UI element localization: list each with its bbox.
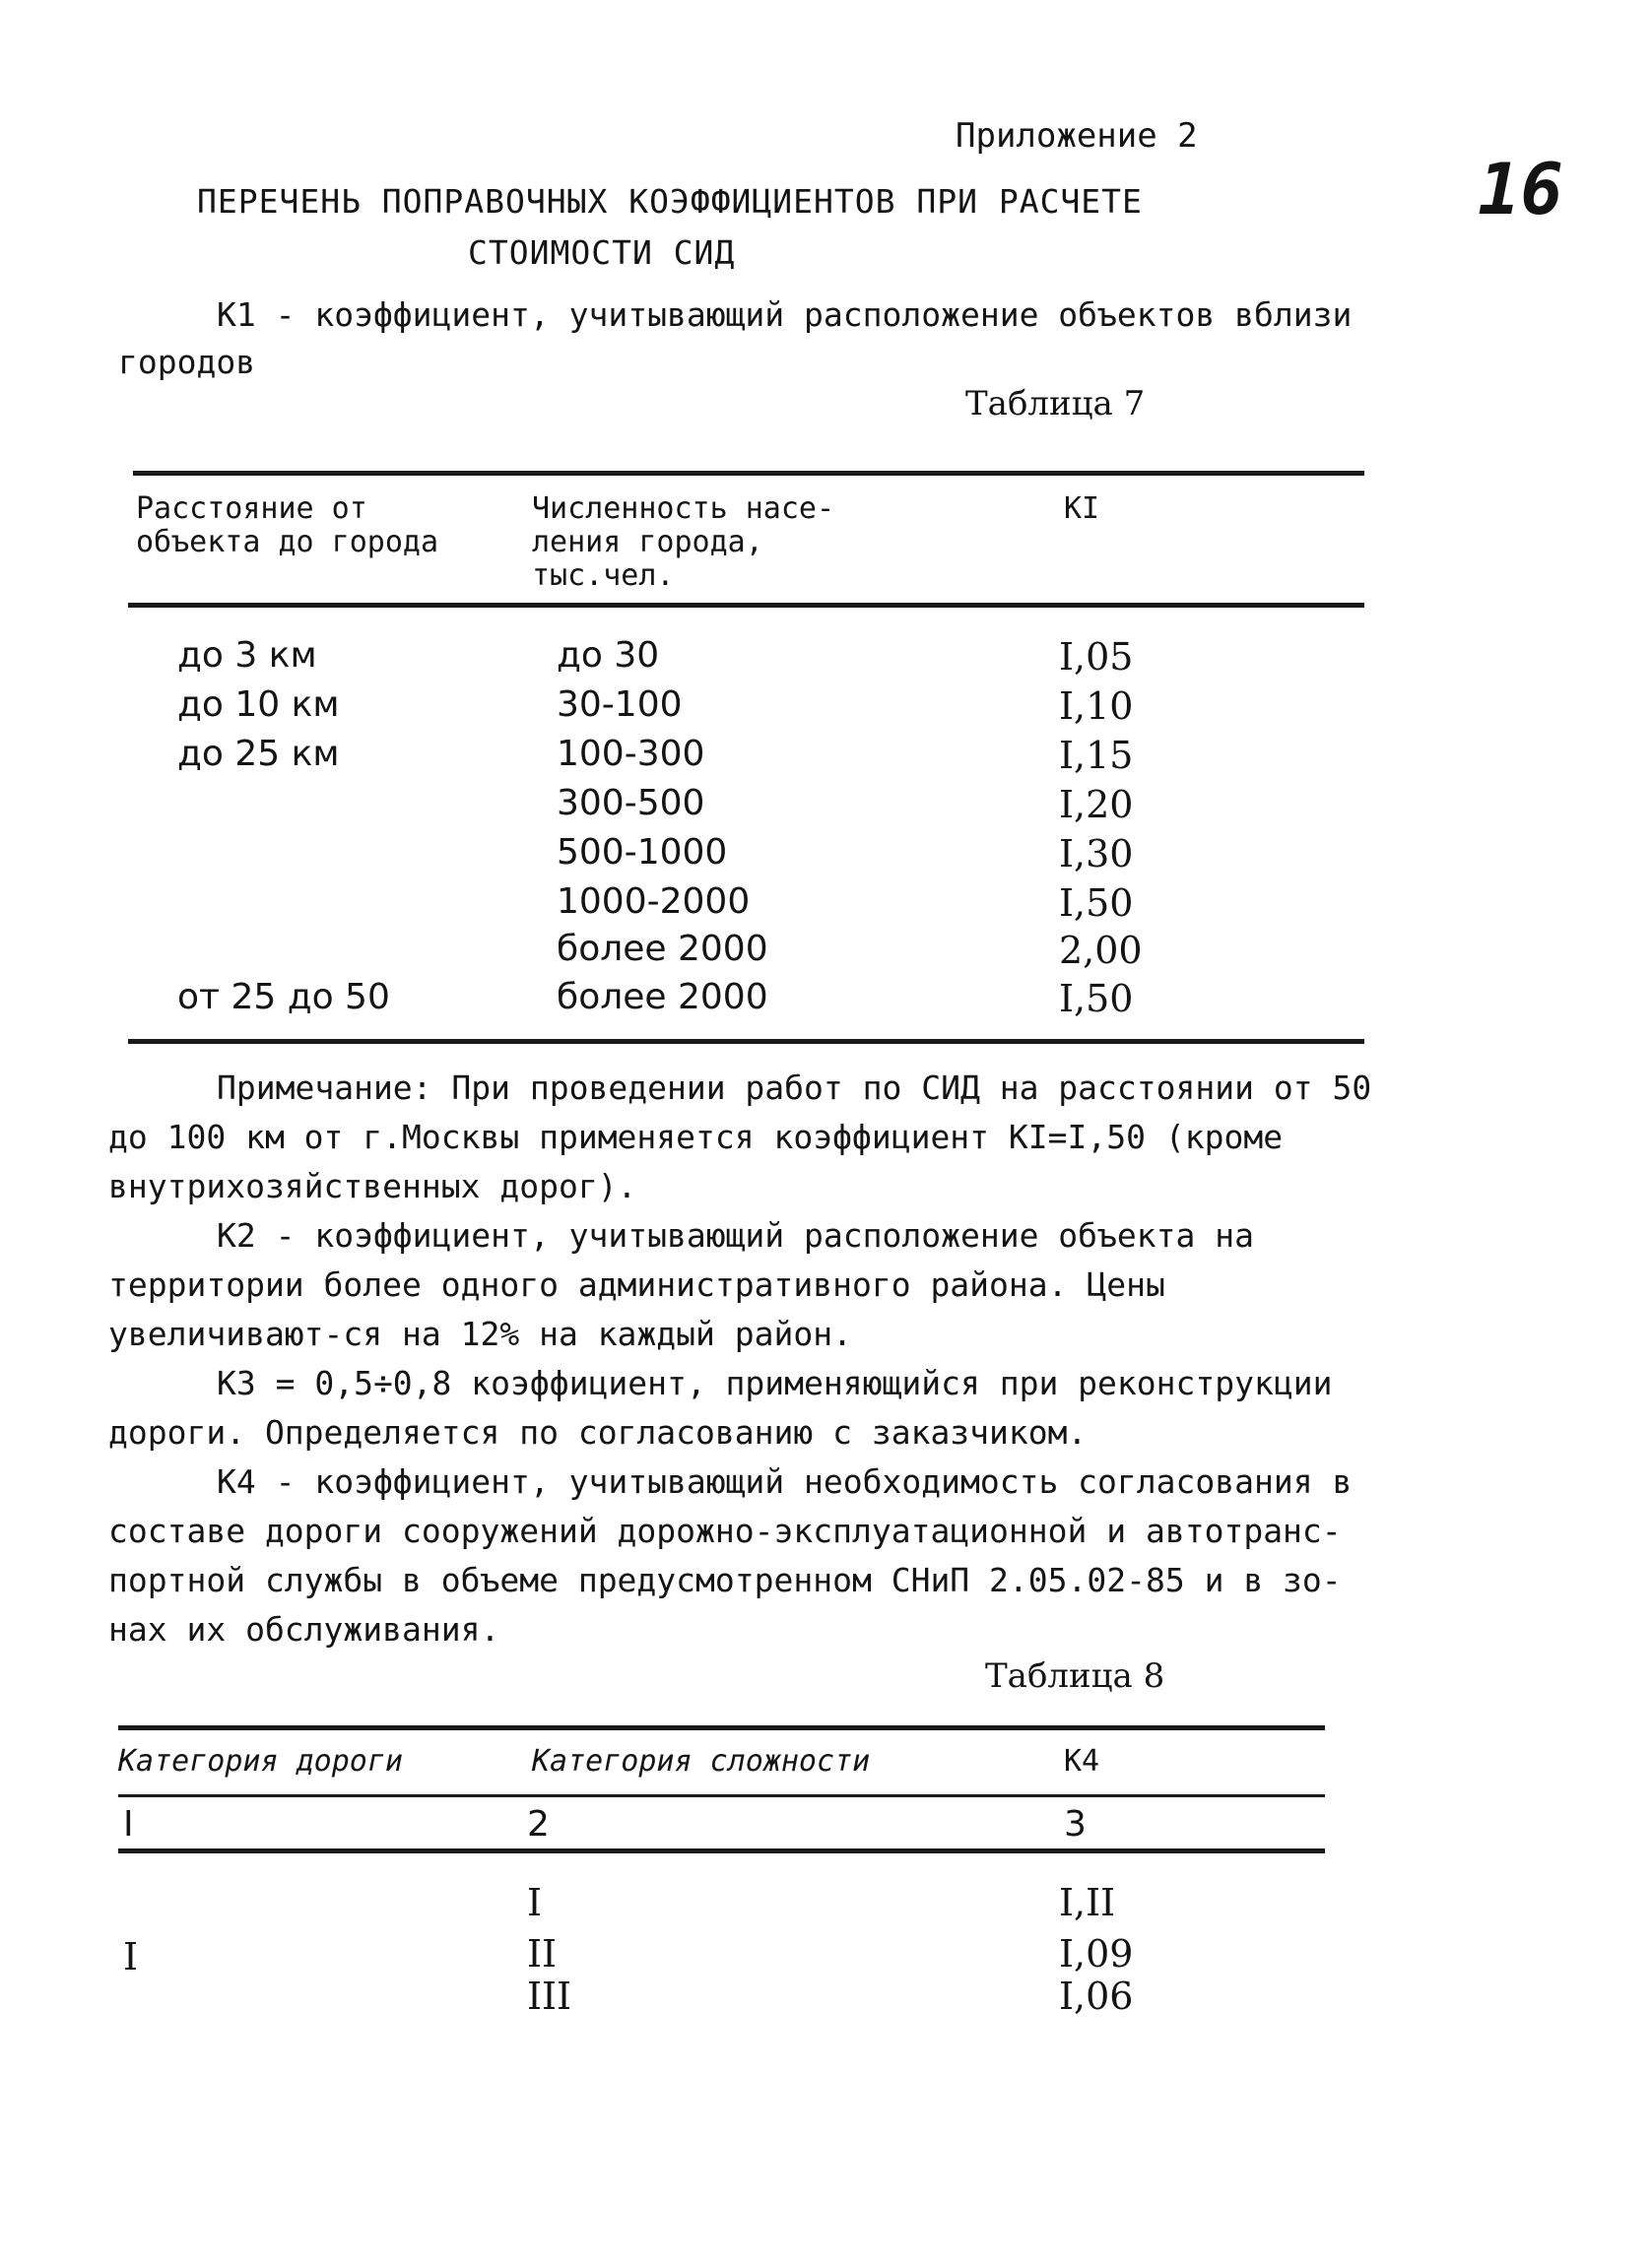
note-paragraph: K2 - коэффициент, учитывающий расположение объекта на территории более одного административного района. Цены увеличивают-ся на 12% на каждый район. bbox=[108, 1216, 1254, 1353]
table8-k4-value: I,09 bbox=[1059, 1932, 1134, 1976]
table8-col-number: I bbox=[123, 1804, 134, 1845]
note-paragraph: Примечание: При проведении работ по СИД на расстоянии от 50 до 100 км от г.Москвы применяется коэффициент KI=I,50 (кроме внутрихозяйственных дорог). bbox=[108, 1069, 1372, 1205]
page-number: 16 bbox=[1478, 148, 1563, 230]
table7-population: 100-300 bbox=[557, 734, 705, 774]
table7-population: более 2000 bbox=[557, 977, 768, 1017]
title-line-2: СТОИМОСТИ СИД bbox=[468, 233, 736, 272]
table7-header-rule bbox=[128, 603, 1364, 608]
table7-population: 300-500 bbox=[557, 783, 705, 823]
table7-distance: до 3 км bbox=[177, 635, 317, 676]
table7-top-rule bbox=[133, 471, 1364, 476]
notes-block bbox=[108, 1064, 1389, 1654]
table7-population: 500-1000 bbox=[557, 832, 728, 873]
table7-distance: до 10 км bbox=[177, 684, 340, 725]
table7-header-distance: Расстояние от объекта до города bbox=[136, 491, 439, 559]
table8-caption: Таблица 8 bbox=[985, 1656, 1165, 1696]
table7-k1-value: I,20 bbox=[1059, 783, 1134, 826]
table7-header-k1: KI bbox=[1064, 491, 1100, 526]
table8-complexity: II bbox=[527, 1932, 558, 1976]
table7-k1-value: I,15 bbox=[1059, 734, 1134, 777]
table8-complexity: I bbox=[527, 1881, 543, 1924]
table7-k1-value: I,10 bbox=[1059, 684, 1134, 728]
table8-header-road: Категория дороги bbox=[118, 1744, 403, 1779]
table8-road-category: I bbox=[123, 1935, 139, 1978]
table8-header-k4: K4 bbox=[1064, 1744, 1100, 1779]
table7-population: 1000-2000 bbox=[557, 881, 751, 922]
note-paragraph: K4 - коэффициент, учитывающий необходимость согласования в составе дороги сооружений дорожно-эксплуатационной и автотранс-портной службы в объеме предусмотренном СНиП 2.05.02-85 и в зо-нах их обслуживания. bbox=[108, 1462, 1353, 1649]
table8-k4-value: I,II bbox=[1059, 1881, 1116, 1924]
table8-header-complexity: Категория сложности bbox=[532, 1744, 871, 1779]
table7-k1-value: I,30 bbox=[1059, 832, 1134, 875]
table7-population: более 2000 bbox=[557, 929, 768, 969]
table7-k1-value: 2,00 bbox=[1059, 929, 1143, 972]
title-line-1: ПЕРЕЧЕНЬ ПОПРАВОЧНЫХ КОЭФФИЦИЕНТОВ ПРИ РАСЧЕТЕ bbox=[197, 182, 1143, 221]
table8-col-number: 3 bbox=[1064, 1804, 1087, 1845]
note-paragraph: K3 = 0,5÷0,8 коэффициент, применяющийся при реконструкции дороги. Определяется по согласованию с заказчиком. bbox=[108, 1364, 1333, 1452]
table7-distance: от 25 до 50 bbox=[177, 977, 390, 1017]
k1-intro: K1 - коэффициент, учитывающий расположение объектов вблизи городов bbox=[118, 295, 1353, 381]
table8-col-number: 2 bbox=[527, 1804, 550, 1845]
table8-header-rule bbox=[118, 1794, 1325, 1797]
table8-top-rule bbox=[118, 1725, 1325, 1730]
table7-bottom-rule bbox=[128, 1039, 1364, 1044]
table7-k1-value: I,05 bbox=[1059, 635, 1134, 679]
table8-k4-value: I,06 bbox=[1059, 1975, 1134, 2018]
table7-header-population: Численность насе- ления города, тыс.чел. bbox=[532, 491, 835, 593]
appendix-label: Приложение 2 bbox=[956, 116, 1198, 156]
table7-caption: Таблица 7 bbox=[965, 384, 1146, 423]
table7-k1-value: I,50 bbox=[1059, 977, 1134, 1020]
table7-population: 30-100 bbox=[557, 684, 683, 725]
table7-population: до 30 bbox=[557, 635, 660, 676]
table8-complexity: III bbox=[527, 1975, 572, 2018]
table7-k1-value: I,50 bbox=[1059, 881, 1134, 925]
table7-distance: до 25 км bbox=[177, 734, 340, 774]
table8-number-rule bbox=[118, 1848, 1325, 1853]
